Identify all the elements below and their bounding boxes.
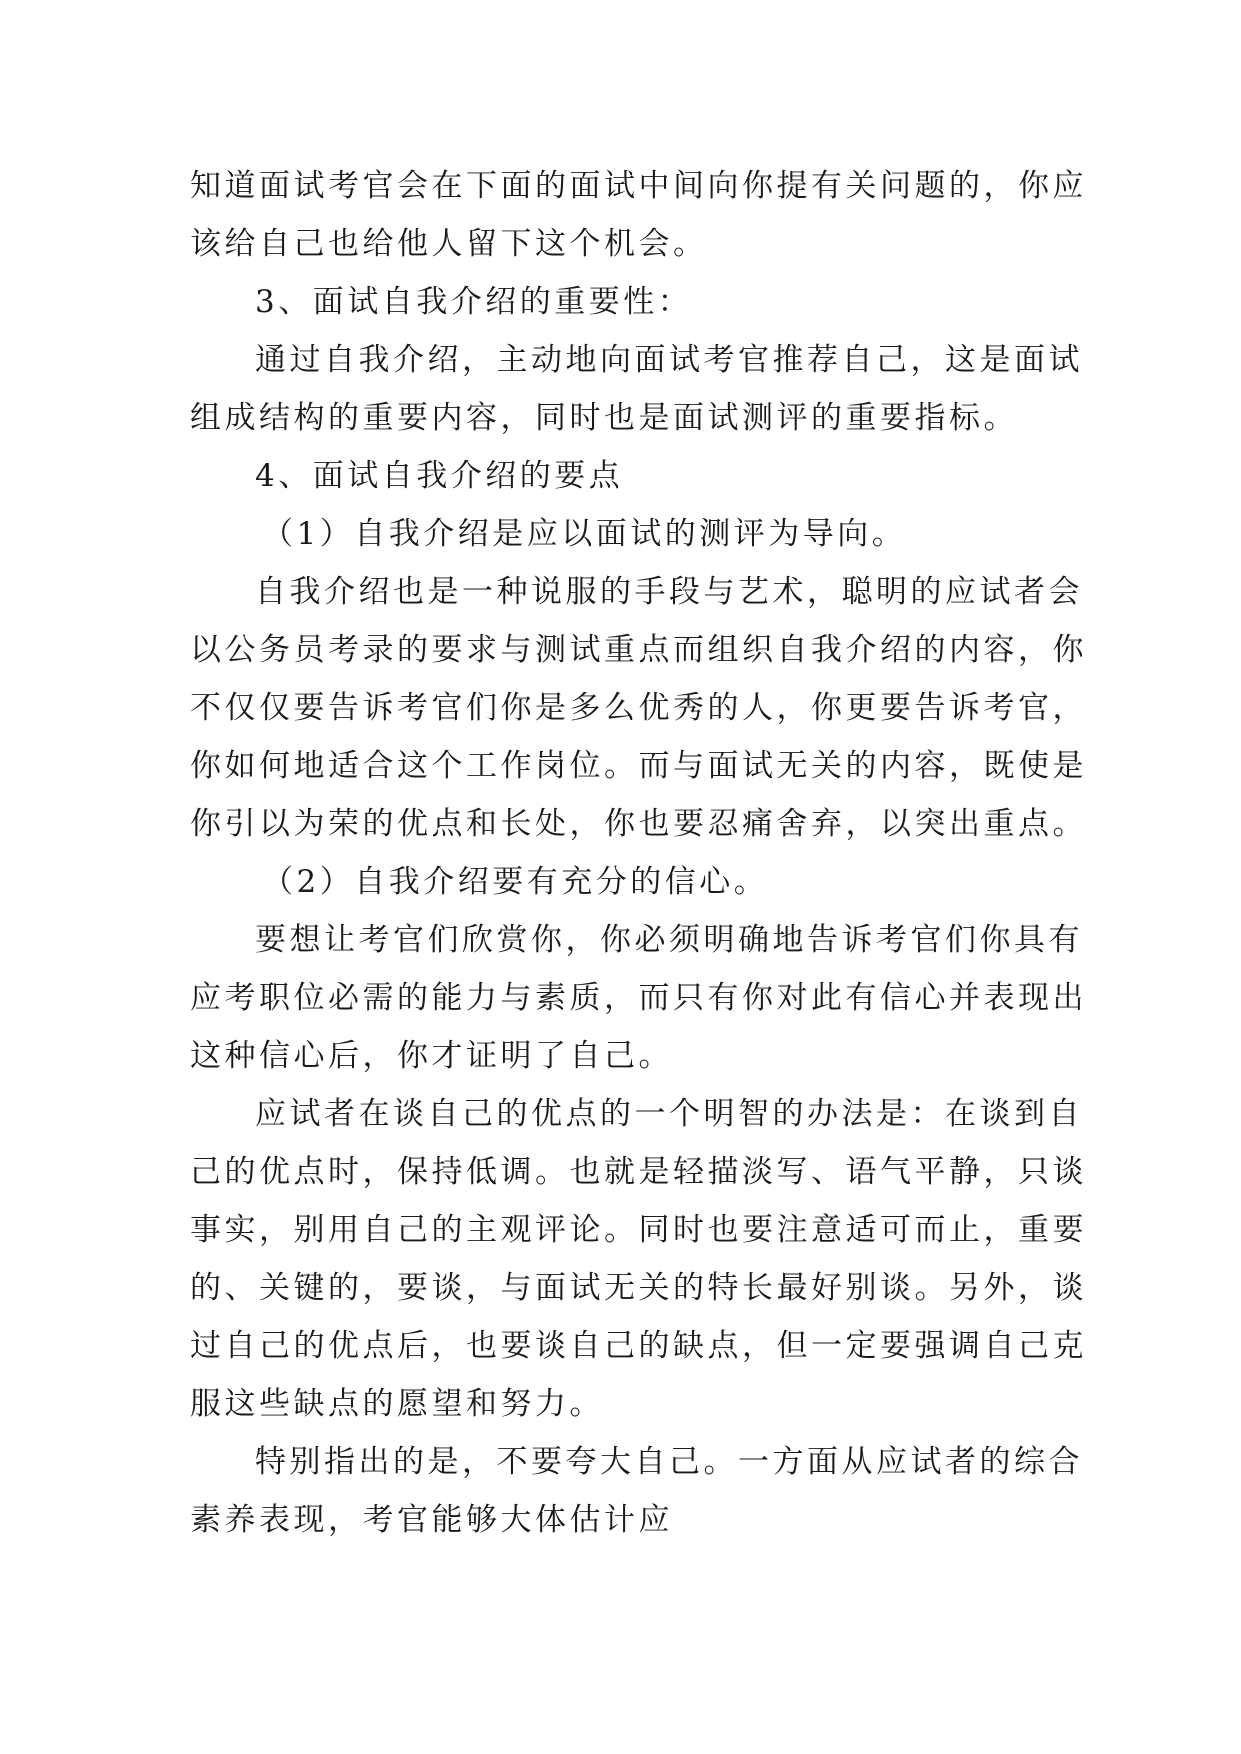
text-line: 知道面试考官会在下面的面试中间向你提有关问题的，你应	[190, 168, 1087, 204]
section-heading: 4、面试自我介绍的要点	[255, 458, 624, 494]
text-line: 通过自我介绍，主动地向面试考官推荐自己，这是面试	[255, 342, 1083, 378]
text-line: 要想让考官们欣赏你，你必须明确地告诉考官们你具有	[255, 922, 1083, 958]
text-line: 服这些缺点的愿望和努力。	[190, 1386, 604, 1422]
text-line: 应试者在谈自己的优点的一个明智的办法是：在谈到自	[255, 1096, 1083, 1132]
text-line: 不仅仅要告诉考官们你是多么优秀的人，你更要告诉考官，	[190, 690, 1087, 726]
text-line: 过自己的优点后，也要谈自己的缺点，但一定要强调自己克	[190, 1328, 1087, 1364]
text-line: 以公务员考录的要求与测试重点而组织自我介绍的内容，你	[190, 632, 1087, 668]
text-line: 己的优点时，保持低调。也就是轻描淡写、语气平静，只谈	[190, 1154, 1087, 1190]
text-line: 的、关键的，要谈，与面试无关的特长最好别谈。另外，谈	[190, 1270, 1087, 1306]
text-line: 自我介绍也是一种说服的手段与艺术，聪明的应试者会	[255, 574, 1083, 610]
text-line: 你如何地适合这个工作岗位。而与面试无关的内容，既使是	[190, 748, 1087, 784]
text-line: 素养表现，考官能够大体估计应	[190, 1502, 673, 1538]
text-line: 事实，别用自己的主观评论。同时也要注意适可而止，重要	[190, 1212, 1087, 1248]
subsection-heading: （1）自我介绍是应以面试的测评为导向。	[262, 516, 907, 552]
text-line: 组成结构的重要内容，同时也是面试测评的重要指标。	[190, 400, 1018, 436]
text-line: 你引以为荣的优点和长处，你也要忍痛舍弃，以突出重点。	[190, 806, 1087, 842]
text-line: 该给自己也给他人留下这个机会。	[190, 226, 708, 262]
section-heading: 3、面试自我介绍的重要性：	[255, 284, 693, 320]
text-line: 应考职位必需的能力与素质，而只有你对此有信心并表现出	[190, 980, 1087, 1016]
text-line: 这种信心后，你才证明了自己。	[190, 1038, 673, 1074]
subsection-heading: （2）自我介绍要有充分的信心。	[262, 864, 769, 900]
text-line: 特别指出的是，不要夸大自己。一方面从应试者的综合	[255, 1444, 1083, 1480]
